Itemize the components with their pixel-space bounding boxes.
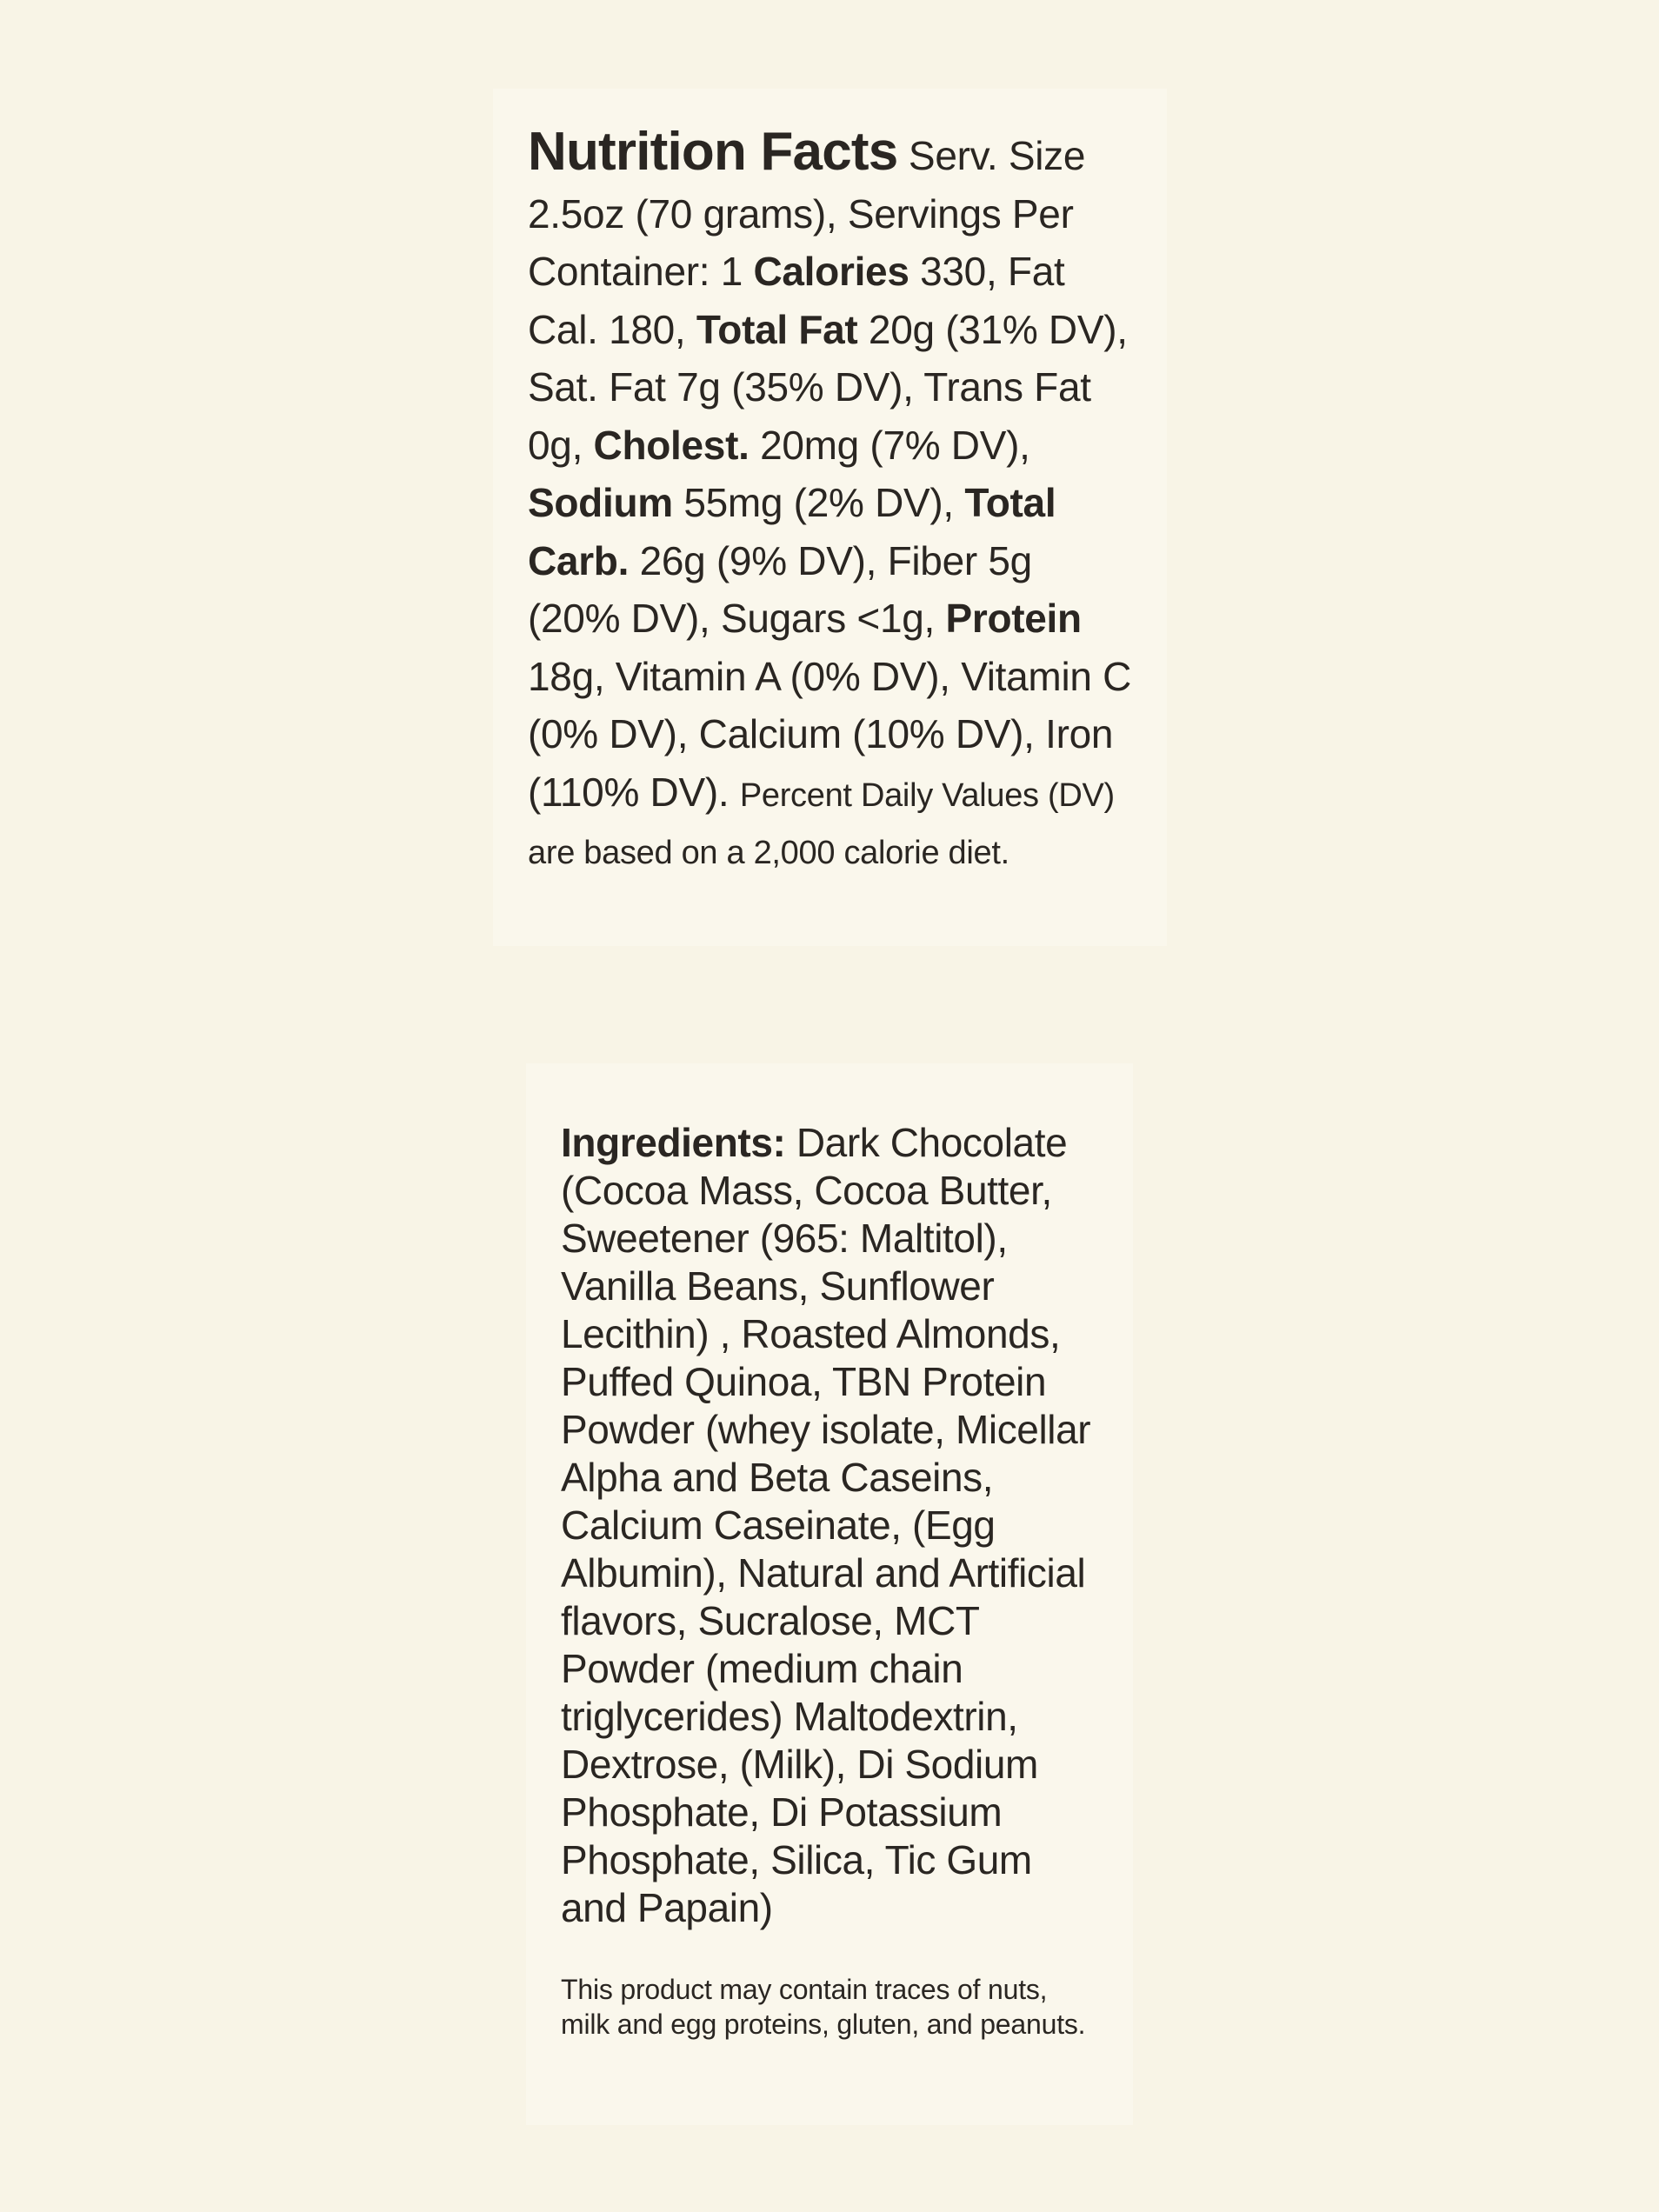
total-carb-label: Total Carb.: [528, 480, 1056, 583]
protein-label: Protein: [945, 596, 1082, 641]
serving-info: Serv. Size 2.5oz (70 grams), Servings Per Container: 1: [528, 133, 1086, 294]
nutrition-facts-text: [528, 123, 1132, 879]
ingredients-panel: [526, 1063, 1133, 2125]
sodium-value: 55mg (2% DV),: [672, 480, 965, 525]
calories-value: 330, Fat Cal. 180,: [528, 249, 1065, 352]
cholesterol-value: 20mg (7% DV),: [749, 422, 1030, 468]
sodium-label: Sodium: [528, 480, 673, 525]
ingredients-list: Dark Chocolate (Cocoa Mass, Cocoa Butter, Sweetener (965: Maltitol), Vanilla Beans, Sunflower Lecithin) , Roasted Almonds, Puffed Quinoa, TBN Protein Powder (whey isolate, Micellar Alpha and Beta Caseins, Calcium Caseinate, (Egg Albumin), Natural and Artificial flavors, Sucralose, MCT Powder (medium chain triglycerides) Maltodextrin, Dextrose, (Milk), Di Sodium Phosphate, Di Potassium Phosphate, Silica, Tic Gum and Papain): [561, 1120, 1091, 1930]
cholesterol-label: Cholest.: [593, 422, 750, 468]
calories-label: Calories: [753, 249, 909, 294]
nutrition-facts-title: Nutrition Facts: [528, 122, 898, 182]
nutrition-facts-panel: [493, 89, 1167, 946]
ingredients-label: Ingredients:: [561, 1120, 786, 1165]
total-fat-label: Total Fat: [696, 306, 858, 352]
ingredients-text: [561, 1119, 1102, 1932]
total-fat-value: 20g (31% DV), Sat. Fat 7g (35% DV), Trans Fat 0g,: [528, 306, 1128, 468]
allergen-note: This product may contain traces of nuts, milk and egg proteins, gluten, and peanuts.: [561, 1974, 1086, 2040]
total-carb-value: 26g (9% DV), Fiber 5g (20% DV), Sugars <1g,: [528, 537, 1032, 641]
daily-value-footnote: Percent Daily Values (DV) are based on a 2,000 calorie diet.: [528, 776, 1115, 871]
protein-value: 18g, Vitamin A (0% DV), Vitamin C (0% DV), Calcium (10% DV), Iron (110% DV).: [528, 653, 1132, 815]
